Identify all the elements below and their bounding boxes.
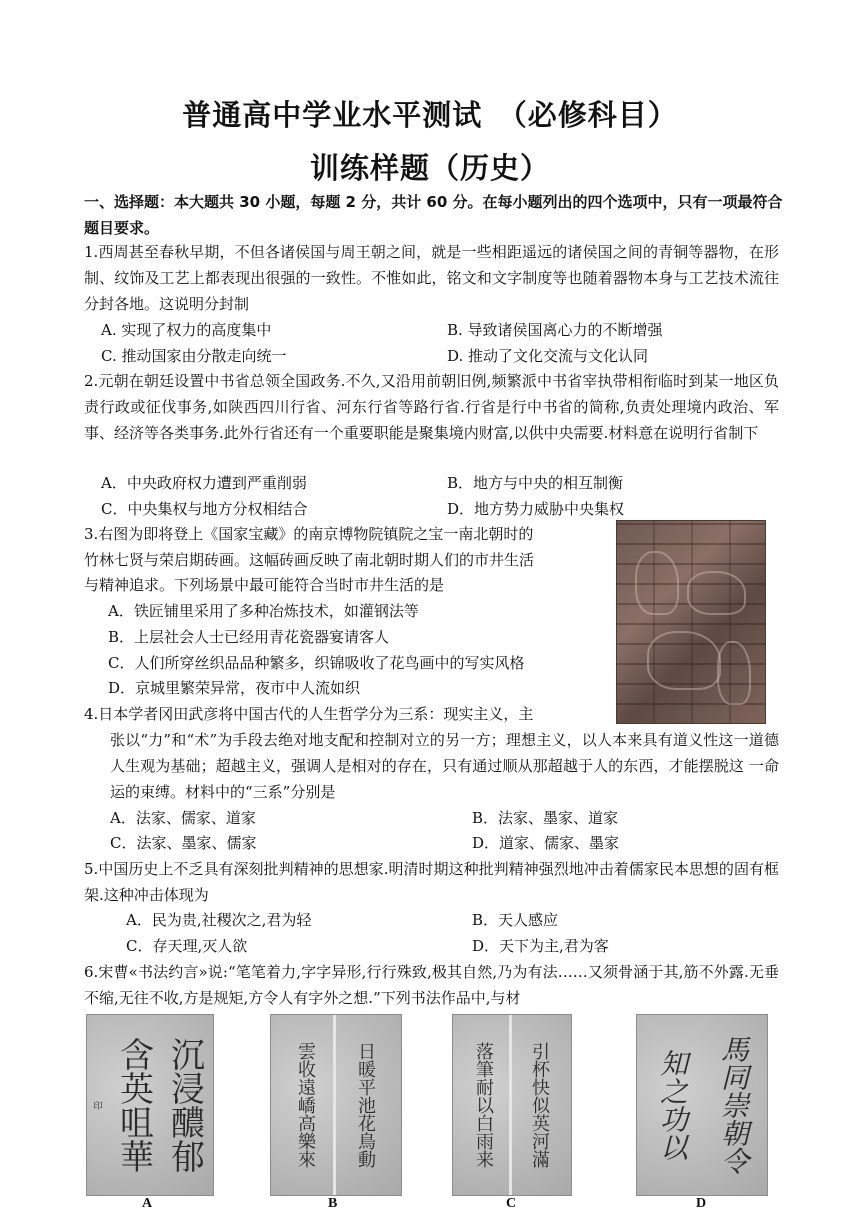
- question-2-stem: 2.元朝在朝廷设置中书省总领全国政务.不久,又沿用前朝旧例,频繁派中书省宰执带相衔临时到某一地区负责行政或征伐事务,如陕西四川行省、河东行省等路行省.行省是行中书省的简称,负责处理境内政治、军事、经济等各类事务.此外行省还有一个重要职能是聚集境内财富,以供中央需要.材料意在说明行省制下: [84, 372, 779, 442]
- question-3-option-c: C．人们所穿丝织品品种繁多，织锦吸收了花鸟画中的写实风格: [108, 654, 525, 672]
- question-4-stem-rest: 张以“力”和“术”为手段去绝对地支配和控制对立的另一方；理想主义，以人本来具有道义性这一道德人生观为基础；超越主义，强调人是相对的存在，只有通过顺从那超越于人的东西，才能摆脱这 一命运的束缚。材料中的“三系”分别是: [110, 731, 779, 801]
- question-5-stem: 5.中国历史上不乏具有深刻批判精神的思想家.明清时期这种批判精神强烈地冲击着儒家民本思想的固有框架.这种冲击体现为: [84, 860, 779, 904]
- page-subtitle: 训练样题（历史）: [309, 151, 550, 185]
- question-5-option-b: B．天人感应: [472, 911, 559, 929]
- page-title: 普通高中学业水平测试 （必修科目）: [182, 98, 678, 132]
- question-3-stem-line3: 与精神追求。下列场景中最可能符合当时市井生活的是: [84, 576, 445, 594]
- calligraphy-a-col1: 沉浸醲郁: [164, 1037, 205, 1173]
- question-4-stem-line1: 4.日本学者冈田武彦将中国古代的人生哲学分为三系：现实主义，主: [84, 705, 534, 723]
- calligraphy-label-c: C: [506, 1196, 517, 1211]
- calligraphy-label-b: B: [328, 1196, 338, 1211]
- question-4-option-a: A．法家、儒家、道家: [110, 809, 256, 827]
- calligraphy-d-col1: 馬同崇朝令: [717, 1035, 750, 1175]
- question-3-option-d: D．京城里繁荣异常，夜市中人流如织: [108, 679, 361, 697]
- calligraphy-image-a: [86, 1014, 214, 1196]
- question-3-option-b: B．上层社会人士已经用青花瓷器宴请客人: [108, 628, 390, 646]
- calligraphy-b-col1: 日暖平池花鳥動: [355, 1042, 376, 1168]
- question-6-stem: 6.宋曹«书法约言»说:“笔笔着力,字字异形,行行殊致,极其自然,乃为有法……又须骨涵于其,筋不外露.无垂不缩,无往不收,方是规矩,方令人有字外之想.”下列书法作品中,与材: [84, 963, 779, 1007]
- question-2-option-d: D．地方势力威胁中央集权: [447, 500, 625, 518]
- question-1-option-a: A. 实现了权力的高度集中: [101, 321, 272, 339]
- question-1-option-d: D. 推动了文化交流与文化认同: [447, 347, 649, 365]
- calligraphy-image-d: [636, 1014, 768, 1196]
- brick-relief-image: [616, 520, 766, 724]
- calligraphy-c-col2: 落筆耐以白雨来: [473, 1042, 494, 1168]
- question-5-option-d: D．天下为主,君为客: [472, 937, 609, 955]
- question-4-option-c: C．法家、墨家、儒家: [110, 834, 257, 852]
- calligraphy-image-c: [452, 1014, 572, 1196]
- question-3-option-a: A．铁匠铺里采用了多种冶炼技术，如灌钢法等: [108, 602, 419, 620]
- question-5-option-c: C．存天理,灭人欲: [126, 937, 248, 955]
- question-5-option-a: A．民为贵,社稷次之,君为轻: [126, 911, 312, 929]
- calligraphy-d-col2: 知之功以: [656, 1049, 689, 1161]
- question-4-option-d: D．道家、儒家、墨家: [472, 834, 620, 852]
- calligraphy-a-col2: 含英咀華: [113, 1037, 154, 1173]
- calligraphy-b-col2: 雲收遠嶠高樂來: [295, 1042, 316, 1168]
- calligraphy-image-b: [270, 1014, 402, 1196]
- question-1-option-c: C. 推动国家由分散走向统一: [101, 347, 287, 365]
- question-1-stem: 1.西周甚至春秋早期，不但各诸侯国与周王朝之间，就是一些相距遥远的诸侯国之间的青铜等器物，在形制、纹饰及工艺上都表现出很强的一致性。不惟如此，铭文和文字制度等也随着器物本身与工艺技术流往分封各地。这说明分封制: [84, 243, 779, 313]
- calligraphy-c-col1: 引杯快似英河滿: [529, 1042, 550, 1168]
- calligraphy-a-seal: 印: [93, 1101, 103, 1112]
- question-4-option-b: B．法家、墨家、道家: [472, 809, 619, 827]
- calligraphy-label-a: A: [142, 1196, 153, 1211]
- calligraphy-label-d: D: [696, 1196, 707, 1211]
- question-1-option-b: B. 导致诸侯国离心力的不断增强: [447, 321, 663, 339]
- question-3-stem-line2: 竹林七贤与荣启期砖画。这幅砖画反映了南北朝时期人们的市井生活: [84, 551, 535, 569]
- question-2-option-c: C．中央集权与地方分权相结合: [101, 500, 308, 518]
- question-2-option-a: A．中央政府权力遭到严重削弱: [101, 474, 307, 492]
- section-heading: 一、选择题：本大题共 30 小题，每题 2 分，共计 60 分。在每小题列出的四个选项中，只有一项最符合题目要求。: [84, 193, 783, 237]
- question-2-option-b: B．地方与中央的相互制衡: [447, 474, 624, 492]
- question-3-stem-line1: 3.右图为即将登上《国家宝藏》的南京博物院镇院之宝一南北朝时的: [84, 525, 534, 543]
